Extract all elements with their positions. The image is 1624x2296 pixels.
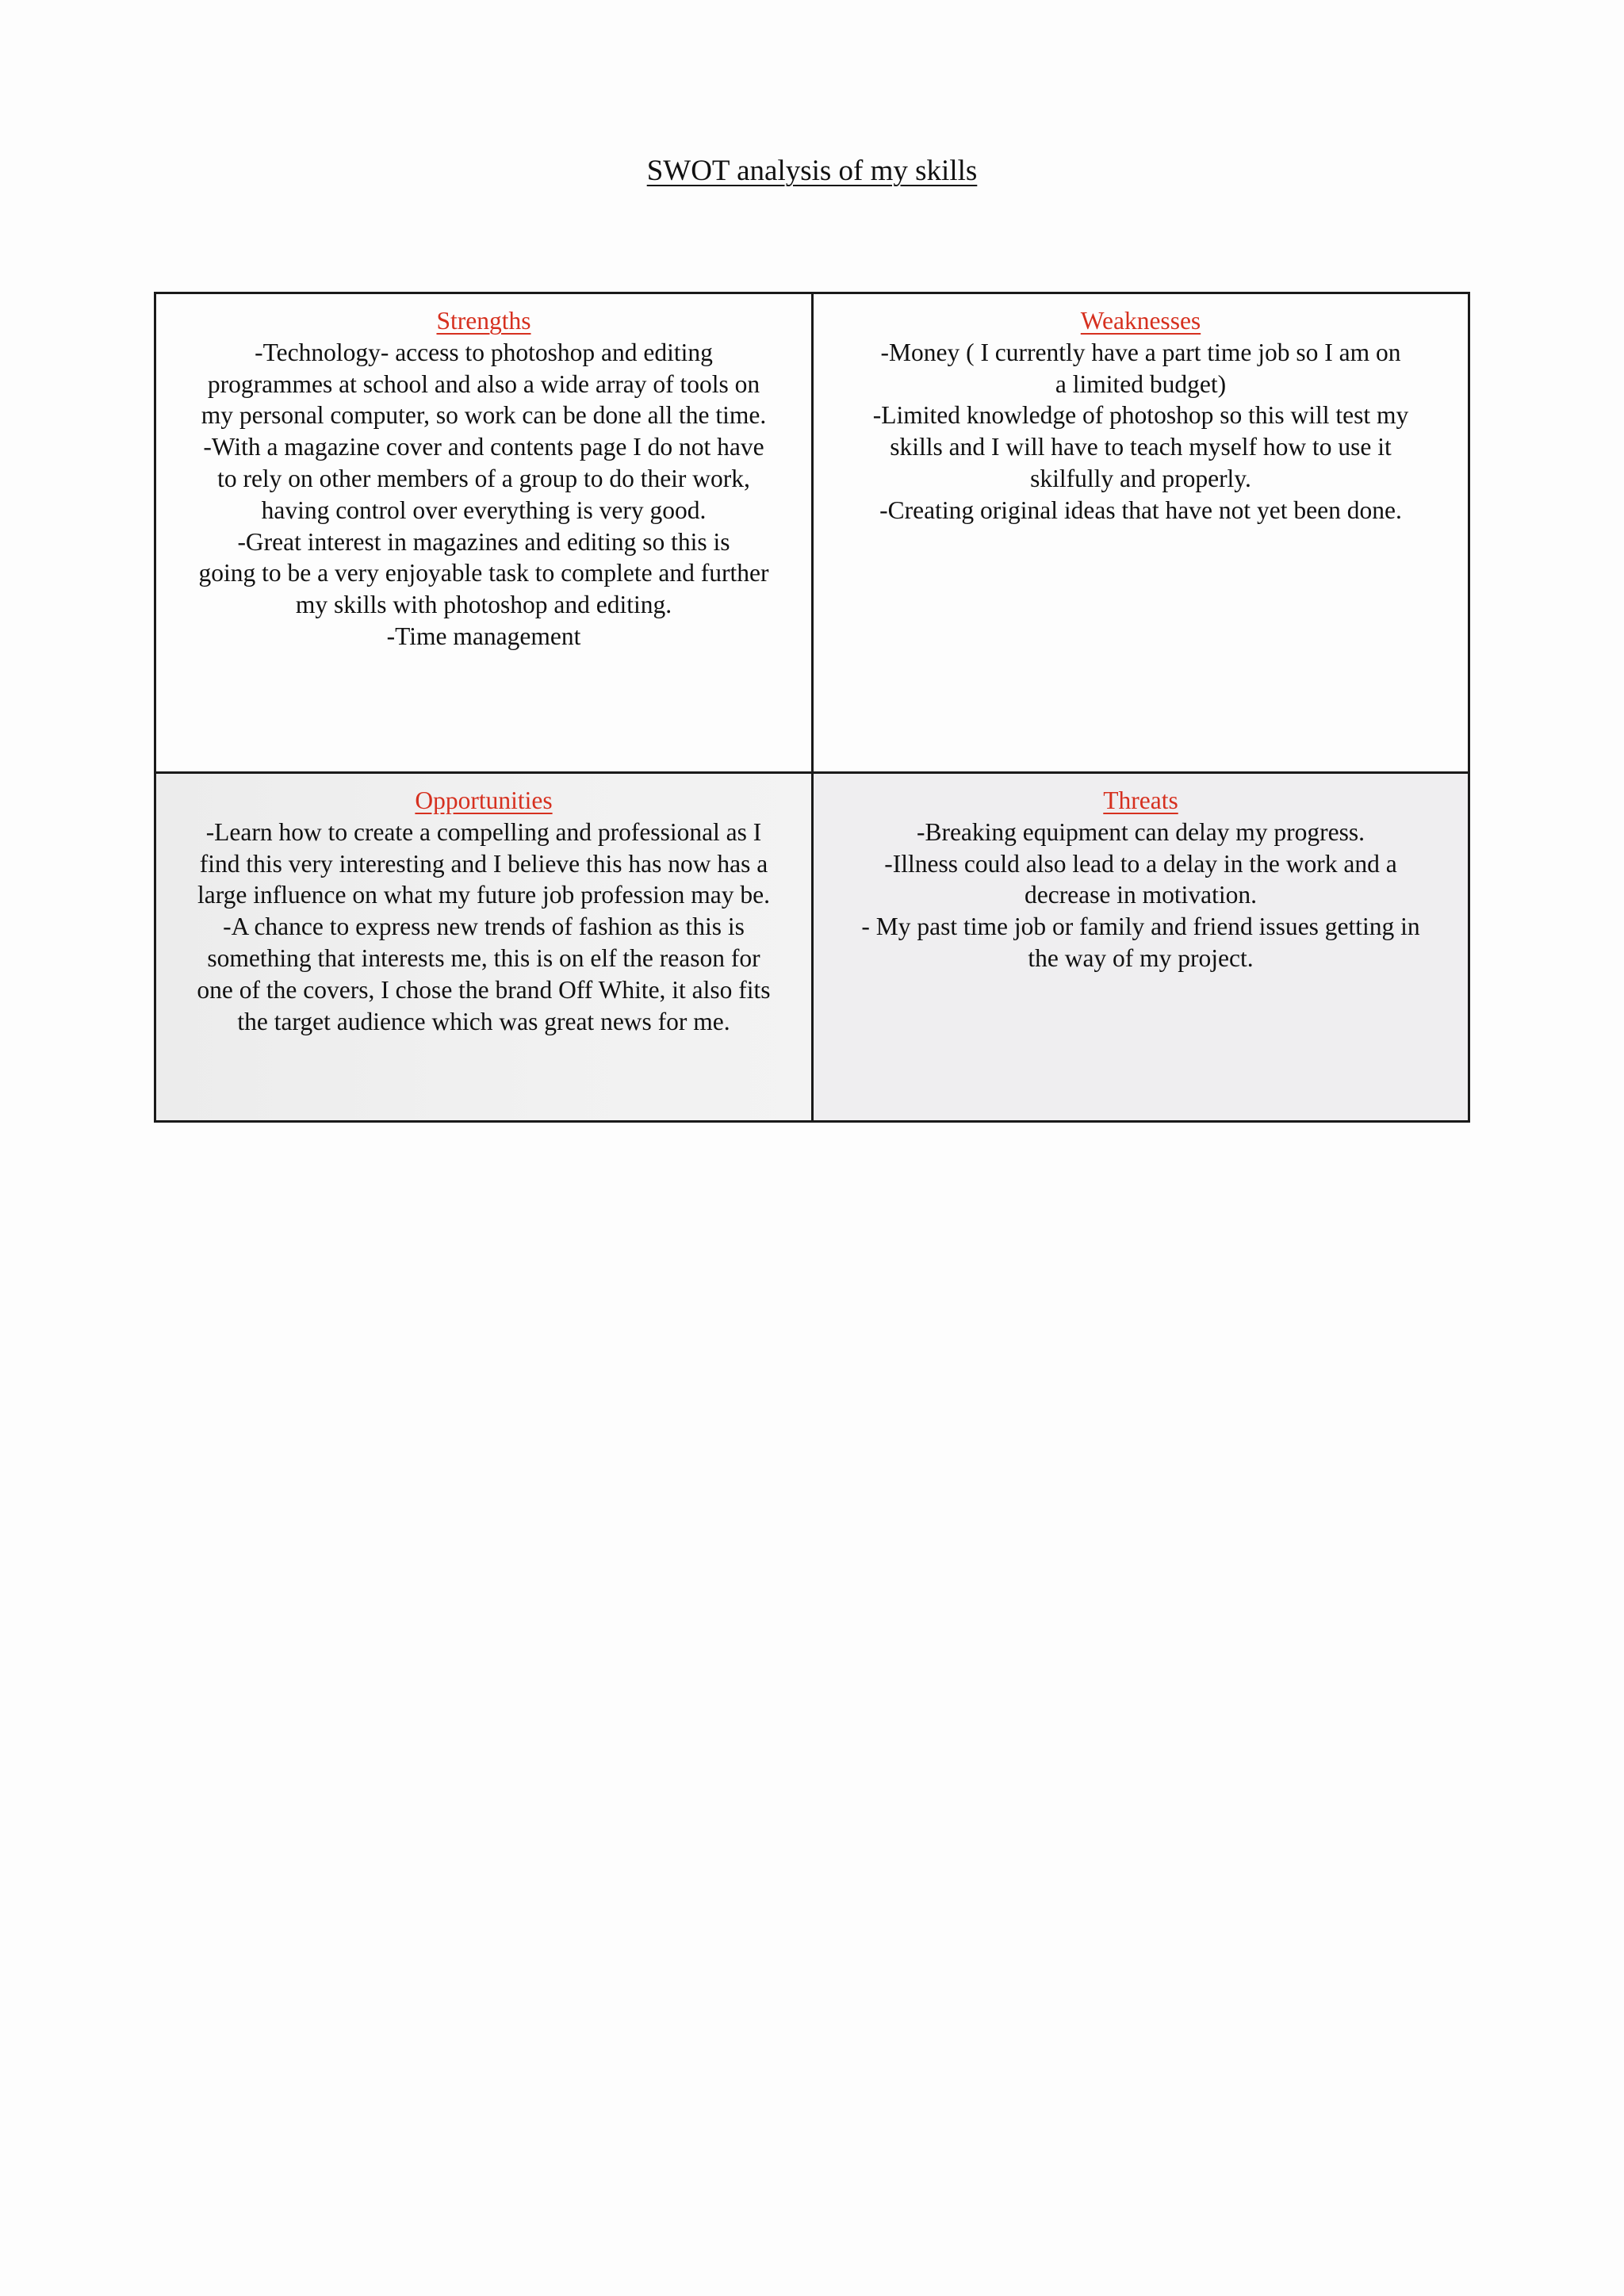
opportunities-line: one of the covers, I chose the brand Off White, it also fits (197, 975, 771, 1004)
strengths-cell (156, 294, 814, 774)
threats-line: -Illness could also lead to a delay in the work and a (884, 849, 1397, 878)
threats-heading: Threats (1103, 786, 1178, 814)
opportunities-heading: Opportunities (415, 786, 553, 814)
opportunities-line: -A chance to express new trends of fashion as this is (223, 913, 745, 941)
opportunities-line: the target audience which was great news for me. (237, 1007, 730, 1035)
threats-line: the way of my project. (1028, 943, 1254, 972)
page-title: SWOT analysis of my skills (646, 155, 978, 187)
strengths-line: my personal computer, so work can be done all the time. (201, 401, 767, 430)
strengths-line: my skills with photoshop and editing. (295, 591, 672, 619)
strengths-line: -With a magazine cover and contents page I do not have (203, 433, 764, 461)
swot-table (154, 292, 1470, 1123)
strengths-line: going to be a very enjoyable task to complete and further (198, 559, 769, 587)
opportunities-line: find this very interesting and I believe this has now has a (199, 849, 768, 878)
weaknesses-line: -Creating original ideas that have not yet been done. (879, 496, 1402, 524)
weaknesses-cell (814, 294, 1468, 774)
threats-line: decrease in motivation. (1024, 881, 1258, 909)
weaknesses-line: skills and I will have to teach myself how to use it (890, 433, 1392, 461)
weaknesses-heading: Weaknesses (1080, 307, 1201, 335)
weaknesses-line: skilfully and properly. (1030, 464, 1251, 492)
strengths-line: to rely on other members of a group to do their work, (217, 464, 750, 492)
weaknesses-line: -Limited knowledge of photoshop so this will test my (872, 401, 1409, 430)
strengths-line: -Great interest in magazines and editing so this is (237, 527, 730, 556)
strengths-line: having control over everything is very good. (261, 496, 707, 524)
weaknesses-line: -Money ( I currently have a part time job so I am on (880, 338, 1401, 366)
threats-cell (814, 774, 1468, 1120)
threats-line: -Breaking equipment can delay my progress. (916, 817, 1365, 846)
opportunities-line: large influence on what my future job profession may be. (197, 881, 770, 909)
strengths-heading: Strengths (436, 307, 531, 335)
weaknesses-line: a limited budget) (1055, 369, 1227, 398)
opportunities-line: something that interests me, this is on elf the reason for (207, 943, 760, 972)
strengths-line: programmes at school and also a wide array of tools on (207, 369, 760, 398)
opportunities-cell (156, 774, 814, 1120)
strengths-line: -Time management (386, 622, 581, 650)
opportunities-line: -Learn how to create a compelling and professional as I (205, 817, 762, 846)
strengths-line: -Technology- access to photoshop and editing (255, 338, 713, 366)
threats-line: - My past time job or family and friend issues getting in (861, 913, 1420, 941)
